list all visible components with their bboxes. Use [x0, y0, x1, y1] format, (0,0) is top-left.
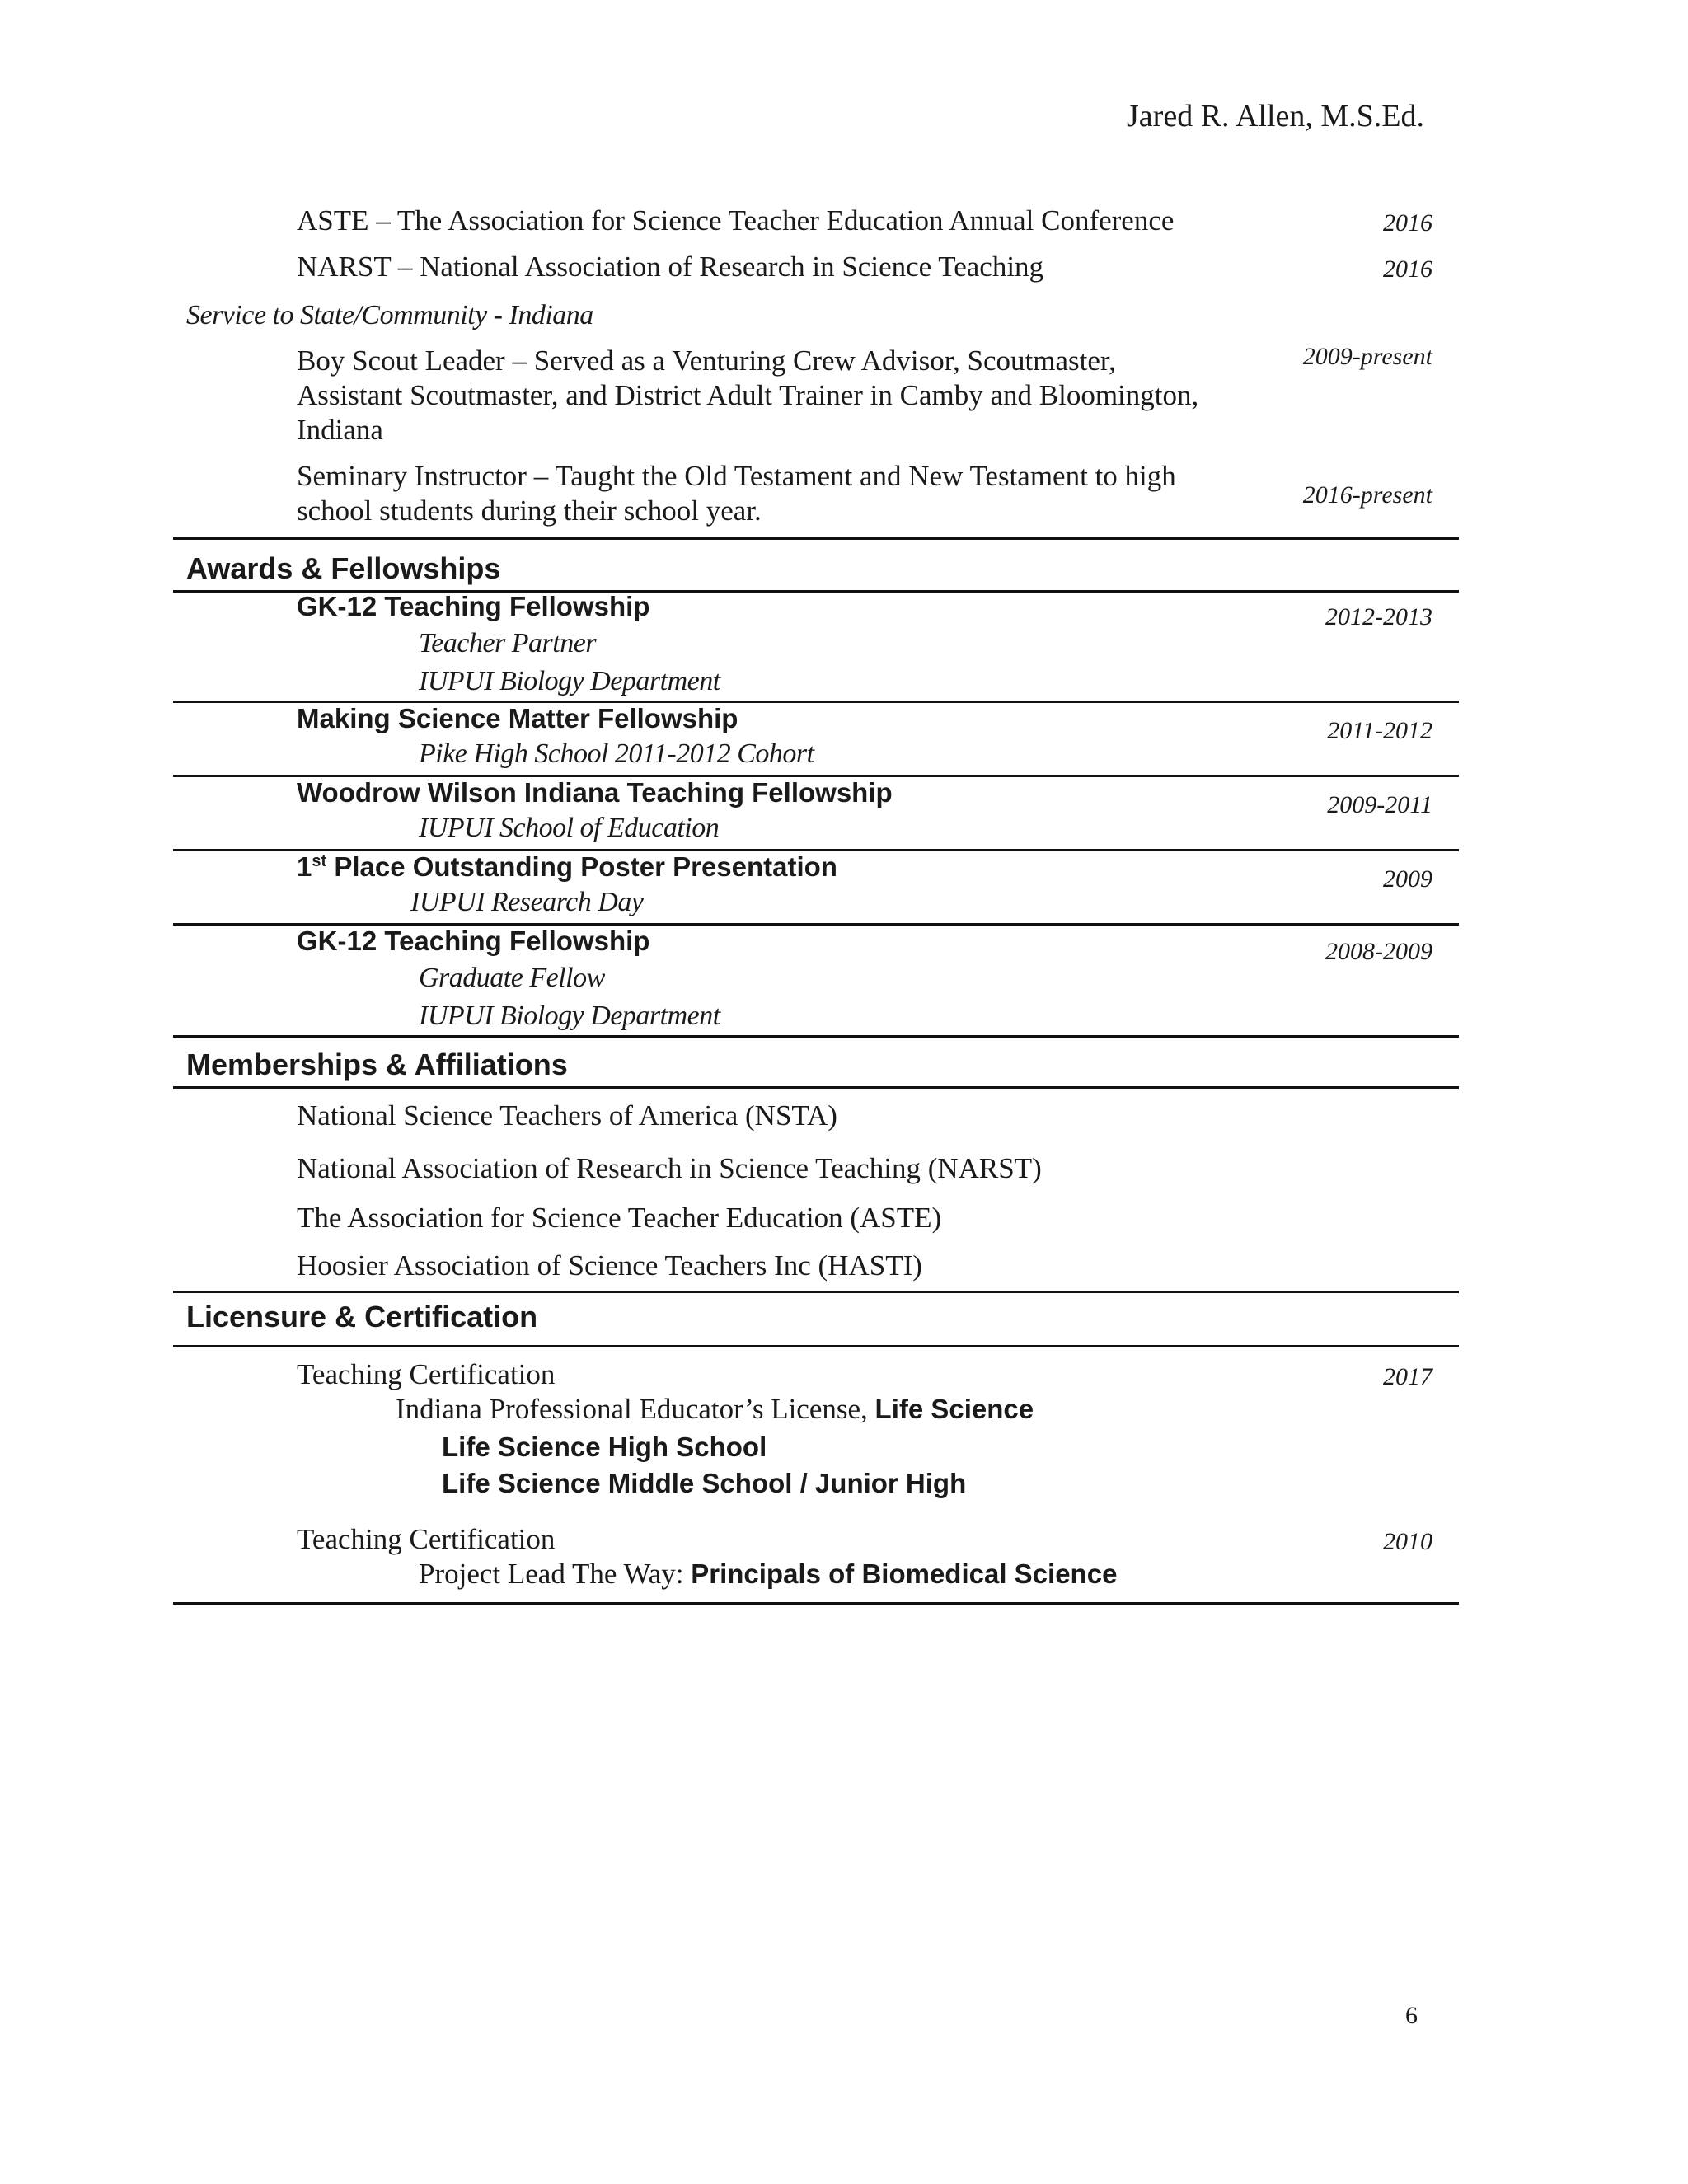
certification-title: Teaching Certification — [297, 1523, 556, 1555]
award-date: 2009 — [1383, 865, 1432, 893]
section-divider — [173, 537, 1459, 540]
certification-subject: Life Science Middle School / Junior High — [442, 1468, 967, 1498]
section-title-memberships: Memberships & Affiliations — [186, 1047, 568, 1081]
certification-title: Teaching Certification — [297, 1358, 556, 1390]
award-title: 1st Place Outstanding Poster Presentation — [297, 851, 837, 882]
conference-aste: ASTE – The Association for Science Teacher Education Annual Conference — [297, 204, 1175, 237]
section-divider — [173, 1035, 1459, 1038]
service-item-line: Seminary Instructor – Taught the Old Testament and New Testament to high — [297, 460, 1176, 492]
service-item-line: Assistant Scoutmaster, and District Adult Trainer in Camby and Bloomington, — [297, 379, 1199, 411]
award-date: 2009-2011 — [1327, 791, 1432, 818]
service-item-line: Indiana — [297, 414, 383, 446]
conference-aste-date: 2016 — [1383, 209, 1432, 237]
award-detail: Pike High School 2011-2012 Cohort — [419, 738, 814, 769]
service-item-line: Boy Scout Leader – Served as a Venturing Crew Advisor, Scoutmaster, — [297, 344, 1116, 377]
award-title: Making Science Matter Fellowship — [297, 703, 738, 733]
certification-license: Indiana Professional Educator’s License, Life Science — [396, 1393, 1034, 1425]
service-item-line: school students during their school year. — [297, 494, 762, 527]
service-item-date: 2009-present — [1302, 343, 1432, 370]
award-title: GK-12 Teaching Fellowship — [297, 591, 650, 621]
award-detail: Teacher Partner — [419, 628, 597, 658]
certification-date: 2010 — [1383, 1528, 1432, 1555]
header-name: Jared R. Allen, M.S.Ed. — [1127, 99, 1424, 134]
section-divider — [173, 1086, 1459, 1089]
section-divider — [173, 1602, 1459, 1605]
certification-date: 2017 — [1383, 1363, 1432, 1390]
award-detail: IUPUI Biology Department — [419, 666, 720, 696]
award-detail: IUPUI School of Education — [419, 813, 720, 843]
award-date: 2011-2012 — [1327, 717, 1432, 744]
membership-item: The Association for Science Teacher Education (ASTE) — [297, 1202, 942, 1234]
section-divider — [173, 1291, 1459, 1293]
certification-subject: Life Science High School — [442, 1432, 767, 1462]
membership-item: Hoosier Association of Science Teachers Inc (HASTI) — [297, 1249, 922, 1282]
section-title-awards: Awards & Fellowships — [186, 551, 501, 585]
membership-item: National Science Teachers of America (NSTA) — [297, 1099, 837, 1132]
award-detail: Graduate Fellow — [419, 963, 605, 993]
conference-narst: NARST – National Association of Research in Science Teaching — [297, 251, 1044, 283]
award-date: 2008-2009 — [1325, 938, 1432, 965]
page-number: 6 — [1405, 2002, 1418, 2029]
section-title-licensure: Licensure & Certification — [186, 1300, 538, 1333]
award-detail: IUPUI Biology Department — [419, 1001, 720, 1031]
award-date: 2012-2013 — [1325, 603, 1432, 630]
award-title: GK-12 Teaching Fellowship — [297, 926, 650, 956]
service-item-date: 2016-present — [1302, 481, 1432, 509]
award-title: Woodrow Wilson Indiana Teaching Fellowship — [297, 777, 893, 808]
conference-narst-date: 2016 — [1383, 255, 1432, 283]
section-divider — [173, 1345, 1459, 1347]
membership-item: National Association of Research in Science Teaching (NARST) — [297, 1152, 1042, 1184]
certification-program: Project Lead The Way: Principals of Biomedical Science — [419, 1558, 1118, 1590]
award-detail: IUPUI Research Day — [410, 887, 644, 917]
service-title: Service to State/Community - Indiana — [186, 300, 593, 330]
